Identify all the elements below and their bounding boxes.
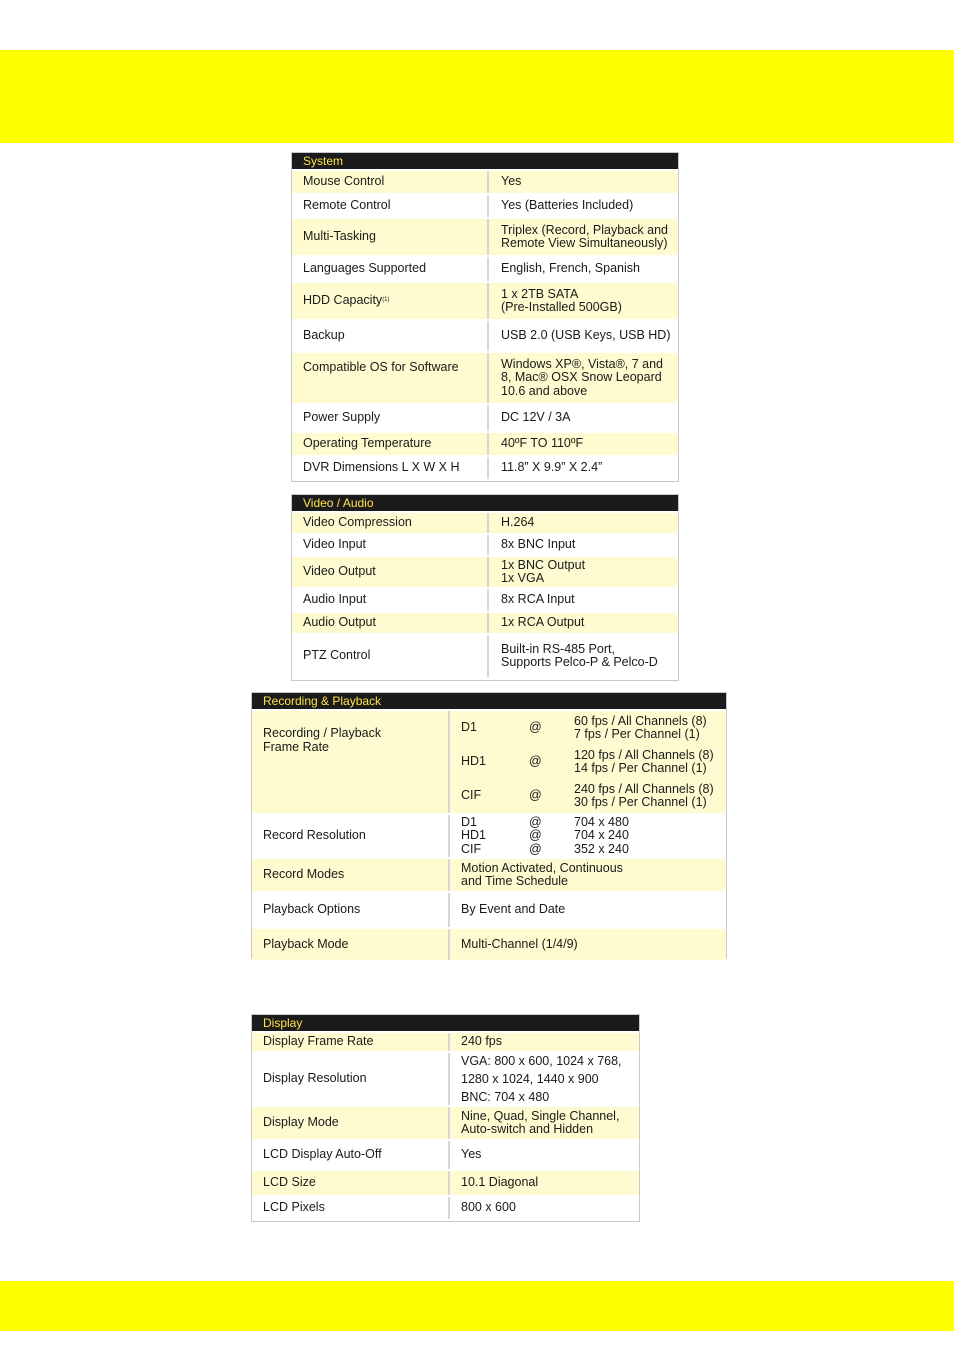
row-label: Languages Supported bbox=[292, 257, 489, 281]
display-spec-table bbox=[251, 1014, 640, 1222]
row-value: 40ºF TO 110ºF bbox=[501, 436, 584, 451]
row-value: 1x RCA Output bbox=[501, 615, 585, 630]
table-row bbox=[292, 633, 678, 677]
table-row bbox=[292, 255, 678, 281]
row-value: Yes bbox=[461, 1147, 482, 1162]
row-label: Operating Temperature bbox=[292, 433, 489, 455]
row-value: DC 12V / 3A bbox=[501, 410, 571, 425]
bottom-yellow-band bbox=[0, 1281, 954, 1331]
row-label: Video Input bbox=[292, 535, 489, 555]
table-row bbox=[252, 709, 726, 813]
table-row bbox=[252, 891, 726, 927]
row-label: Compatible OS for Software bbox=[292, 353, 489, 403]
row-value: 1x BNC Output 1x VGA bbox=[501, 557, 586, 585]
row-value: Triplex (Record, Playback and Remote View Simultaneously) bbox=[501, 222, 668, 250]
table-row bbox=[252, 813, 726, 857]
row-value: 8x BNC Input bbox=[501, 537, 576, 552]
video-audio-header: Video / Audio bbox=[292, 495, 678, 511]
recording-playback-header: Recording & Playback bbox=[252, 693, 726, 709]
row-label: Display Resolution bbox=[252, 1053, 450, 1105]
table-row bbox=[292, 587, 678, 611]
table-row bbox=[292, 555, 678, 587]
resolution-names: D1 HD1 CIF bbox=[461, 814, 487, 856]
at-sign: @ bbox=[529, 788, 542, 803]
table-row bbox=[292, 217, 678, 255]
row-value: 800 x 600 bbox=[461, 1200, 516, 1215]
row-value: VGA: 800 x 600, 1024 x 768, 1280 x 1024, 1440 x 900 BNC: 704 x 480 bbox=[461, 1054, 622, 1104]
table-row bbox=[292, 169, 678, 193]
row-value: 1 x 2TB SATA (Pre-Installed 500GB) bbox=[501, 286, 622, 314]
top-yellow-band bbox=[0, 50, 954, 143]
table-row bbox=[292, 403, 678, 431]
table-row bbox=[292, 611, 678, 633]
table-row bbox=[292, 455, 678, 479]
table-row bbox=[252, 1195, 639, 1219]
record-resolution-label: Record Resolution bbox=[252, 815, 450, 857]
row-value: Yes bbox=[501, 174, 522, 189]
row-value: English, French, Spanish bbox=[501, 261, 640, 276]
row-label: Video Compression bbox=[292, 513, 489, 533]
row-label: Mouse Control bbox=[292, 171, 489, 193]
frame-rate-label: Recording / Playback Frame Rate bbox=[252, 711, 450, 813]
resolution-name: HD1 bbox=[461, 754, 487, 769]
row-value: 8x RCA Input bbox=[501, 592, 575, 607]
table-row bbox=[252, 927, 726, 960]
system-spec-table bbox=[291, 152, 679, 482]
display-header: Display bbox=[252, 1015, 639, 1031]
table-row bbox=[252, 1139, 639, 1169]
row-label: Display Mode bbox=[252, 1107, 450, 1139]
record-modes-value: Motion Activated, Continuous and Time Schedule bbox=[461, 860, 623, 888]
row-label: Remote Control bbox=[292, 195, 489, 217]
row-value: 10.1 Diagonal bbox=[461, 1175, 539, 1190]
row-label: Power Supply bbox=[292, 405, 489, 431]
recording-playback-spec-table bbox=[251, 692, 727, 959]
row-value: Nine, Quad, Single Channel, Auto-switch and Hidden bbox=[461, 1108, 620, 1136]
row-label: DVR Dimensions L X W X H bbox=[292, 457, 489, 479]
table-row bbox=[292, 193, 678, 217]
resolution-name: CIF bbox=[461, 788, 482, 803]
row-value: H.264 bbox=[501, 515, 535, 530]
table-row bbox=[292, 533, 678, 555]
frame-rate-cif bbox=[461, 779, 714, 813]
row-label: Audio Output bbox=[292, 613, 489, 633]
row-label: Video Output bbox=[292, 557, 489, 587]
playback-options-label: Playback Options bbox=[252, 893, 450, 927]
row-label: Multi-Tasking bbox=[292, 219, 489, 255]
footnote-marker: (1) bbox=[382, 297, 390, 304]
table-row bbox=[292, 281, 678, 319]
playback-options-value: By Event and Date bbox=[461, 902, 566, 917]
row-value: 11.8” X 9.9” X 2.4” bbox=[501, 460, 603, 475]
row-label: LCD Size bbox=[252, 1171, 450, 1195]
at-signs: @ @ @ bbox=[529, 814, 542, 856]
frame-rate-d1 bbox=[461, 711, 714, 745]
row-label bbox=[292, 283, 489, 319]
frame-rate-hd1 bbox=[461, 745, 714, 779]
row-value: USB 2.0 (USB Keys, USB HD) bbox=[501, 328, 671, 343]
table-row bbox=[252, 1169, 639, 1195]
row-label: Backup bbox=[292, 321, 489, 351]
at-sign: @ bbox=[529, 720, 542, 735]
table-row bbox=[252, 1031, 639, 1051]
resolution-name: D1 bbox=[461, 720, 477, 735]
row-value: Windows XP®, Vista®, 7 and 8, Mac® OSX Snow Leopard 10.6 and above bbox=[501, 356, 664, 398]
table-row bbox=[292, 511, 678, 533]
row-label: Audio Input bbox=[292, 589, 489, 611]
video-audio-spec-table bbox=[291, 494, 679, 681]
row-value: Yes (Batteries Included) bbox=[501, 198, 634, 213]
playback-mode-value: Multi-Channel (1/4/9) bbox=[461, 936, 578, 951]
system-header: System bbox=[292, 153, 678, 169]
row-label: LCD Display Auto-Off bbox=[252, 1141, 450, 1169]
row-value: Built-in RS-485 Port, Supports Pelco-P & Pelco-D bbox=[501, 641, 658, 669]
table-row bbox=[252, 1051, 639, 1105]
resolution-sizes: 704 x 480 704 x 240 352 x 240 bbox=[574, 814, 629, 856]
table-row bbox=[252, 1105, 639, 1139]
table-row bbox=[292, 351, 678, 403]
record-modes-label: Record Modes bbox=[252, 859, 450, 891]
record-resolution-values bbox=[450, 815, 629, 857]
row-value: 240 fps bbox=[461, 1034, 503, 1049]
table-row bbox=[292, 319, 678, 351]
hdd-capacity-label: HDD Capacity bbox=[303, 293, 383, 308]
row-label: Display Frame Rate bbox=[252, 1033, 450, 1051]
fps-value: 60 fps / All Channels (8) 7 fps / Per Channel (1) bbox=[574, 713, 707, 741]
row-label: LCD Pixels bbox=[252, 1197, 450, 1219]
frame-rate-values bbox=[450, 711, 714, 813]
table-row bbox=[252, 857, 726, 891]
row-label: PTZ Control bbox=[292, 635, 489, 677]
table-row bbox=[292, 431, 678, 455]
fps-value: 240 fps / All Channels (8) 30 fps / Per Channel (1) bbox=[574, 781, 714, 809]
fps-value: 120 fps / All Channels (8) 14 fps / Per Channel (1) bbox=[574, 747, 714, 775]
at-sign: @ bbox=[529, 754, 542, 769]
playback-mode-label: Playback Mode bbox=[252, 929, 450, 960]
